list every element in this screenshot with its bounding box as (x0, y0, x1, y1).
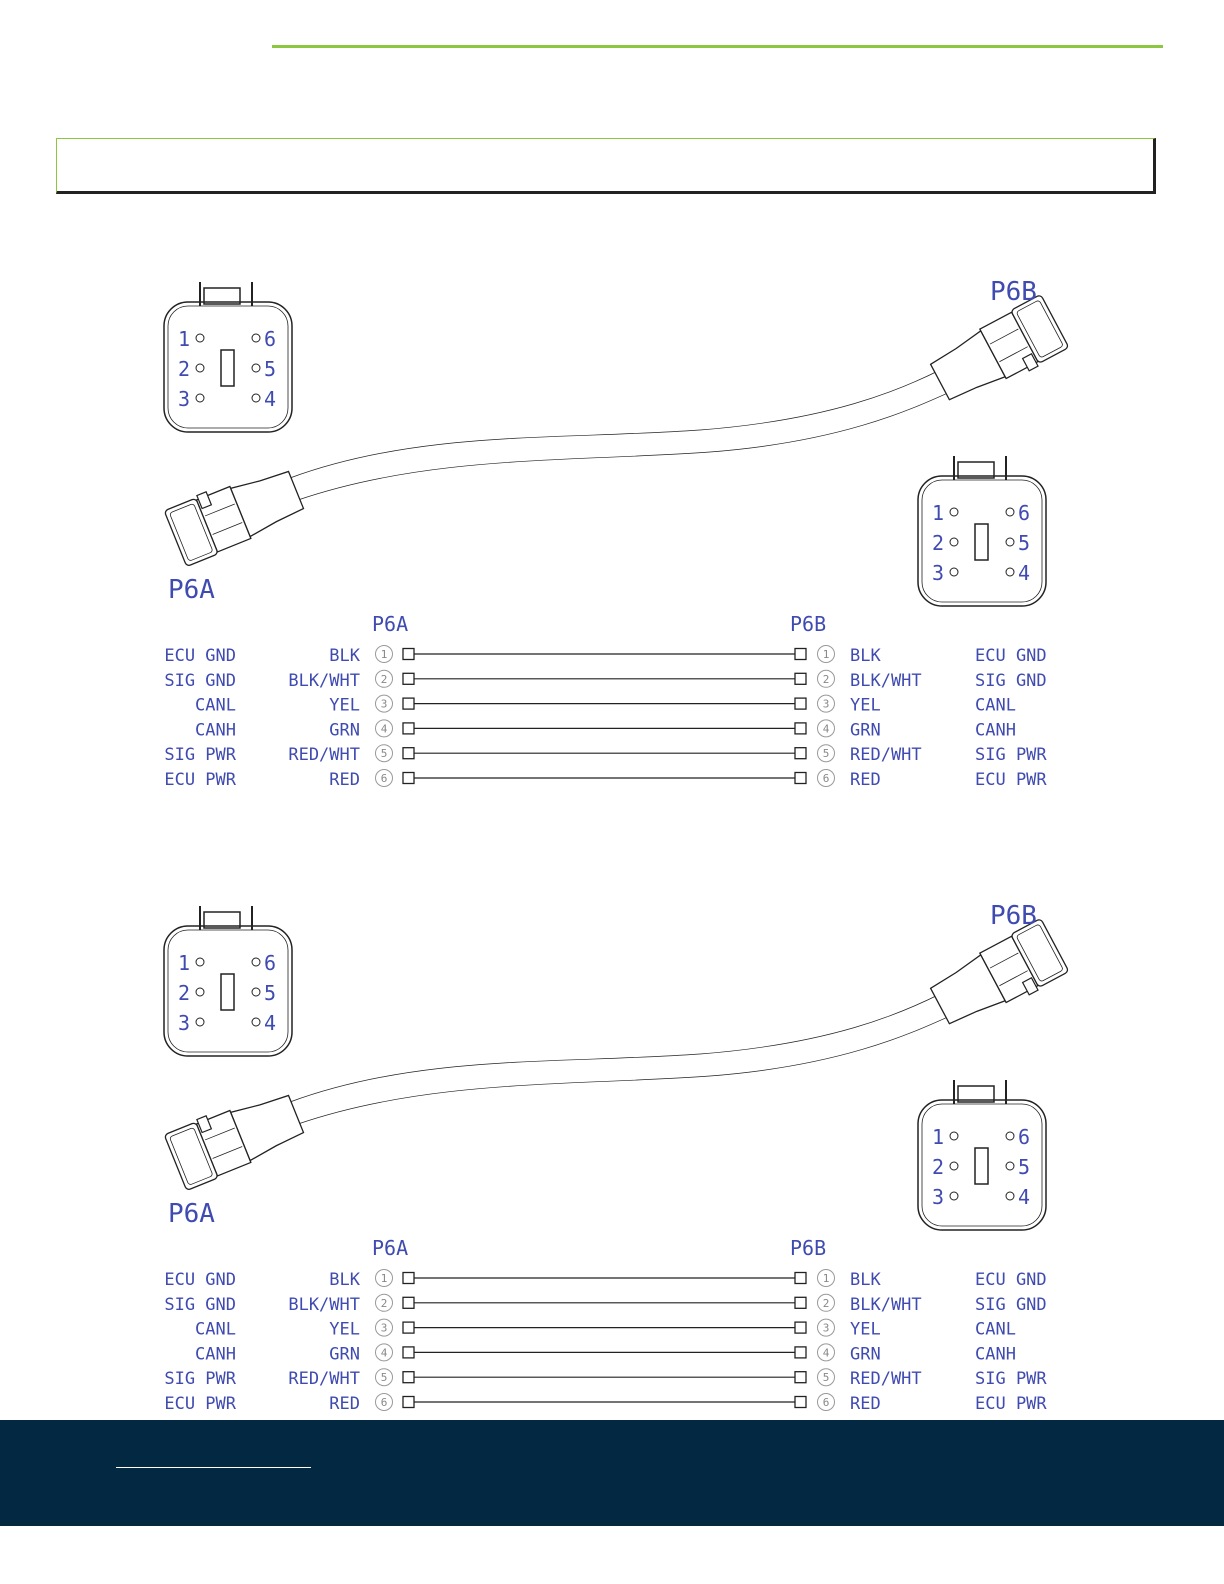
pin-number: 2 (178, 357, 191, 381)
plug-p6b (926, 918, 1070, 1034)
pin-number-a: 2 (380, 1296, 388, 1310)
footer-bar (0, 1420, 1224, 1526)
pin-number: 3 (932, 561, 945, 585)
pin-number-b: 5 (822, 1371, 830, 1385)
terminal-b (795, 1397, 806, 1408)
terminal-b (795, 1322, 806, 1333)
wire-color-b: YEL (850, 695, 881, 716)
wire-color-a: GRN (329, 1344, 360, 1365)
cable-edge (298, 1016, 950, 1124)
pin-number: 1 (178, 951, 191, 975)
pin-number: 4 (1018, 1185, 1031, 1209)
terminal-a (403, 673, 414, 684)
pin-number-b: 3 (822, 1321, 830, 1335)
signal-label-b: SIG PWR (975, 745, 1047, 766)
wire-color-a: BLK (329, 646, 360, 666)
pin-number-b: 1 (822, 1272, 830, 1285)
pin-number: 4 (264, 387, 277, 411)
connector-label-p6a: P6A (168, 575, 215, 605)
terminal-b (795, 698, 806, 709)
pin-number-b: 5 (822, 747, 830, 761)
pin-number: 2 (932, 531, 945, 555)
pin-hole (196, 1018, 204, 1026)
pin-hole (252, 1018, 260, 1026)
terminal-a (403, 1347, 414, 1358)
pin-number-b: 1 (822, 648, 830, 661)
pin-number: 3 (178, 1011, 191, 1035)
signal-label-b: ECU PWR (975, 770, 1047, 790)
terminal-a (403, 1297, 414, 1308)
pin-number-a: 3 (380, 697, 388, 711)
pin-number-a: 4 (380, 1346, 388, 1360)
wire-color-b: RED/WHT (850, 1369, 922, 1390)
pin-number: 5 (264, 981, 277, 1005)
signal-label-b: ECU GND (975, 1270, 1047, 1290)
pin-hole (1006, 1132, 1014, 1140)
terminal-b (795, 1372, 806, 1383)
pin-hole (196, 958, 204, 966)
pin-number-a: 2 (380, 672, 388, 686)
pin-hole (1006, 568, 1014, 576)
pin-hole (196, 364, 204, 372)
wire-color-b: GRN (850, 1344, 881, 1365)
terminal-a (403, 649, 414, 660)
pin-number: 6 (1018, 1125, 1031, 1149)
pin-hole (196, 334, 204, 342)
signal-label-b: SIG GND (975, 670, 1047, 691)
wire-color-a: BLK (329, 1270, 360, 1290)
terminal-a (403, 1322, 414, 1333)
pin-hole (950, 508, 958, 516)
signal-label-b: CANH (975, 720, 1016, 741)
pin-number-b: 6 (822, 1396, 830, 1409)
terminal-a (403, 698, 414, 709)
terminal-a (403, 1273, 414, 1284)
pin-number-b: 2 (822, 672, 830, 686)
terminal-b (795, 723, 806, 734)
wire-color-b: RED (850, 1394, 881, 1414)
pin-hole (1006, 1162, 1014, 1170)
terminal-a (403, 723, 414, 734)
pin-number: 1 (932, 1125, 945, 1149)
pin-hole (1006, 538, 1014, 546)
wire-color-a: RED/WHT (288, 1369, 360, 1390)
terminal-b (795, 1273, 806, 1284)
connector-face-p6a (164, 906, 292, 1056)
pin-number: 5 (1018, 531, 1031, 555)
footer-rule (116, 1467, 311, 1468)
signal-label-a: SIG GND (164, 1294, 236, 1315)
pin-hole (950, 538, 958, 546)
pin-hole (950, 1192, 958, 1200)
connector-label-p6b: P6B (990, 901, 1037, 931)
connector-face-p6b (918, 456, 1046, 606)
cable-edge (290, 994, 940, 1102)
pin-number: 1 (178, 327, 191, 351)
pin-number-b: 6 (822, 772, 830, 785)
pin-hole (252, 988, 260, 996)
pin-number-a: 6 (380, 1396, 388, 1409)
pin-number: 6 (264, 327, 277, 351)
pin-number-a: 1 (380, 648, 388, 661)
wire-color-b: RED/WHT (850, 745, 922, 766)
terminal-b (795, 773, 806, 784)
signal-label-a: SIG PWR (164, 745, 236, 766)
pin-number-b: 4 (822, 722, 830, 736)
connector-label-p6a: P6A (168, 1199, 215, 1229)
pin-hole (950, 1162, 958, 1170)
face-key (221, 974, 234, 1010)
table-header-p6b: P6B (790, 612, 827, 636)
terminal-a (403, 748, 414, 759)
wire-color-b: BLK/WHT (850, 1294, 922, 1315)
wire-color-a: YEL (329, 695, 360, 716)
wire-color-b: BLK (850, 1270, 881, 1290)
wire-color-b: YEL (850, 1319, 881, 1340)
terminal-a (403, 773, 414, 784)
wire-color-a: RED (329, 1394, 360, 1414)
pin-number: 3 (178, 387, 191, 411)
terminal-b (795, 1297, 806, 1308)
pin-number-b: 4 (822, 1346, 830, 1360)
signal-label-b: ECU GND (975, 646, 1047, 666)
pin-number: 4 (1018, 561, 1031, 585)
signal-label-b: ECU PWR (975, 1394, 1047, 1414)
plug-p6a (163, 460, 307, 566)
pin-number-a: 4 (380, 722, 388, 736)
pin-number-a: 3 (380, 1321, 388, 1335)
signal-label-a: ECU GND (164, 1270, 236, 1290)
pin-hole (1006, 1192, 1014, 1200)
wire-color-a: RED (329, 770, 360, 790)
wire-color-b: RED (850, 770, 881, 790)
pin-hole (252, 334, 260, 342)
pin-number: 5 (1018, 1155, 1031, 1179)
wire-color-a: BLK/WHT (288, 670, 360, 691)
wire-color-a: YEL (329, 1319, 360, 1340)
wiring-diagram-1 (163, 277, 1069, 790)
terminal-b (795, 1347, 806, 1358)
pin-hole (196, 394, 204, 402)
pin-number-a: 5 (380, 747, 388, 761)
wire-color-b: BLK/WHT (850, 670, 922, 691)
terminal-b (795, 748, 806, 759)
signal-label-a: ECU GND (164, 646, 236, 666)
connector-label-p6b: P6B (990, 277, 1037, 307)
signal-label-b: SIG GND (975, 1294, 1047, 1315)
wire-color-a: GRN (329, 720, 360, 741)
signal-label-a: ECU PWR (164, 1394, 236, 1414)
table-header-p6a: P6A (372, 612, 409, 636)
pin-hole (252, 394, 260, 402)
terminal-b (795, 673, 806, 684)
wire-color-a: RED/WHT (288, 745, 360, 766)
signal-label-a: CANL (195, 695, 236, 716)
pin-number-b: 2 (822, 1296, 830, 1310)
signal-label-a: SIG PWR (164, 1369, 236, 1390)
signal-label-a: SIG GND (164, 670, 236, 691)
pin-number-b: 3 (822, 697, 830, 711)
pin-number: 6 (1018, 501, 1031, 525)
plug-p6a (163, 1084, 307, 1190)
pin-number: 5 (264, 357, 277, 381)
connector-face-p6a (164, 282, 292, 432)
table-header-p6a: P6A (372, 1236, 409, 1260)
wire-color-a: BLK/WHT (288, 1294, 360, 1315)
cable-edge (298, 392, 950, 500)
pin-number: 3 (932, 1185, 945, 1209)
table-header-p6b: P6B (790, 1236, 827, 1260)
wire-color-b: GRN (850, 720, 881, 741)
pin-number-a: 6 (380, 772, 388, 785)
pin-hole (950, 568, 958, 576)
pin-hole (1006, 508, 1014, 516)
signal-label-b: CANL (975, 1319, 1016, 1340)
face-key (975, 1148, 988, 1184)
cable-edge (290, 370, 940, 478)
pin-hole (196, 988, 204, 996)
pin-number-a: 1 (380, 1272, 388, 1285)
pin-hole (252, 958, 260, 966)
signal-label-b: SIG PWR (975, 1369, 1047, 1390)
signal-label-b: CANL (975, 695, 1016, 716)
signal-label-b: CANH (975, 1344, 1016, 1365)
pin-number: 4 (264, 1011, 277, 1035)
plug-p6b (926, 294, 1070, 410)
wiring-diagram-2 (163, 901, 1069, 1414)
pin-hole (950, 1132, 958, 1140)
pin-number-a: 5 (380, 1371, 388, 1385)
pin-number: 2 (178, 981, 191, 1005)
signal-label-a: ECU PWR (164, 770, 236, 790)
terminal-a (403, 1397, 414, 1408)
terminal-b (795, 649, 806, 660)
signal-label-a: CANH (195, 720, 236, 741)
face-key (975, 524, 988, 560)
terminal-a (403, 1372, 414, 1383)
signal-label-a: CANH (195, 1344, 236, 1365)
face-key (221, 350, 234, 386)
wire-color-b: BLK (850, 646, 881, 666)
pin-number: 1 (932, 501, 945, 525)
pin-number: 6 (264, 951, 277, 975)
pin-hole (252, 364, 260, 372)
pin-number: 2 (932, 1155, 945, 1179)
connector-face-p6b (918, 1080, 1046, 1230)
signal-label-a: CANL (195, 1319, 236, 1340)
